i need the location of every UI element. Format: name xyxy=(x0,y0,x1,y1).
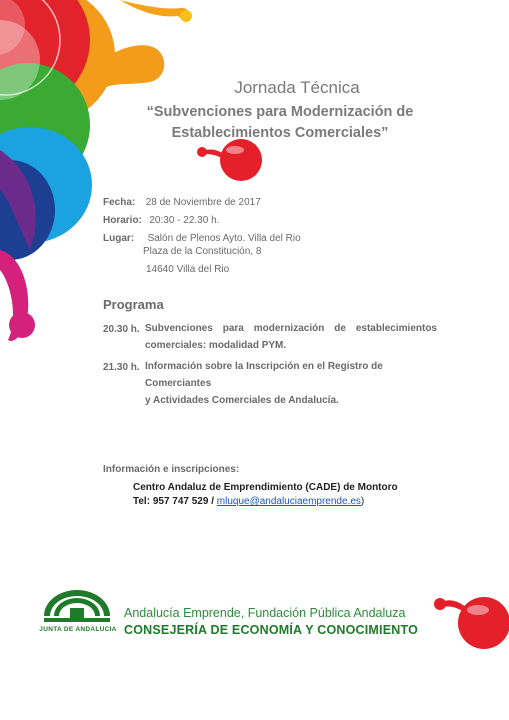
email-link[interactable]: mluque@andaluciaemprende.es xyxy=(216,496,361,507)
subtitle-line: Establecimientos Comerciales” xyxy=(171,125,389,141)
junta-logo-text: JUNTA DE ANDALUCIA xyxy=(39,626,117,633)
decorative-swirl xyxy=(0,0,200,360)
event-subtitle xyxy=(100,102,460,144)
fecha-label: Fecha: xyxy=(103,197,136,208)
program-item-line: y Actividades Comerciales de Andalucía. xyxy=(145,395,339,406)
lugar-row xyxy=(103,228,301,246)
program-time: 20.30 h. xyxy=(103,324,140,335)
org-name: Andalucía Emprende, Fundación Pública Andaluza xyxy=(124,606,406,620)
lugar-label: Lugar: xyxy=(103,233,135,244)
center-name: Centro Andaluz de Emprendimiento (CADE) de Montoro xyxy=(133,482,398,493)
lugar-postal: 14640 Villa del Rio xyxy=(146,264,230,275)
contact-line xyxy=(133,496,364,507)
fecha-value: 28 de Noviembre de 2017 xyxy=(145,197,261,208)
lugar-value: Salón de Plenos Ayto. Villa del Rio xyxy=(147,233,301,244)
junta-andalucia-logo-icon xyxy=(40,586,114,626)
horario-row xyxy=(103,210,219,228)
horario-label: Horario: xyxy=(103,215,142,226)
programa-heading: Programa xyxy=(103,297,164,312)
close-paren: ) xyxy=(360,496,365,507)
program-item xyxy=(145,358,445,409)
program-item-line: Información sobre la Inscripción en el Registro de Comerciantes xyxy=(145,361,383,389)
page-title: Jornada Técnica xyxy=(234,78,360,97)
fecha-row xyxy=(103,192,261,210)
phone-text: Tel: 957 747 529 / xyxy=(133,496,214,507)
program-item-line: Subvenciones para modernización de establecimientos xyxy=(145,323,437,334)
lugar-address: Plaza de la Constitución, 8 xyxy=(143,246,262,257)
program-item xyxy=(145,320,437,354)
program-item-line: comerciales: modalidad PYM. xyxy=(145,340,287,351)
horario-value: 20:30 - 22.30 h. xyxy=(149,215,220,226)
program-time: 21.30 h. xyxy=(103,362,140,373)
info-heading: Información e inscripciones: xyxy=(103,464,240,475)
consejeria-name: CONSEJERÍA DE ECONOMÍA Y CONOCIMIENTO xyxy=(124,623,419,637)
red-bubble-icon xyxy=(432,590,509,660)
red-bubble-icon xyxy=(195,138,267,188)
subtitle-line: “Subvenciones para Modernización de xyxy=(146,104,414,120)
